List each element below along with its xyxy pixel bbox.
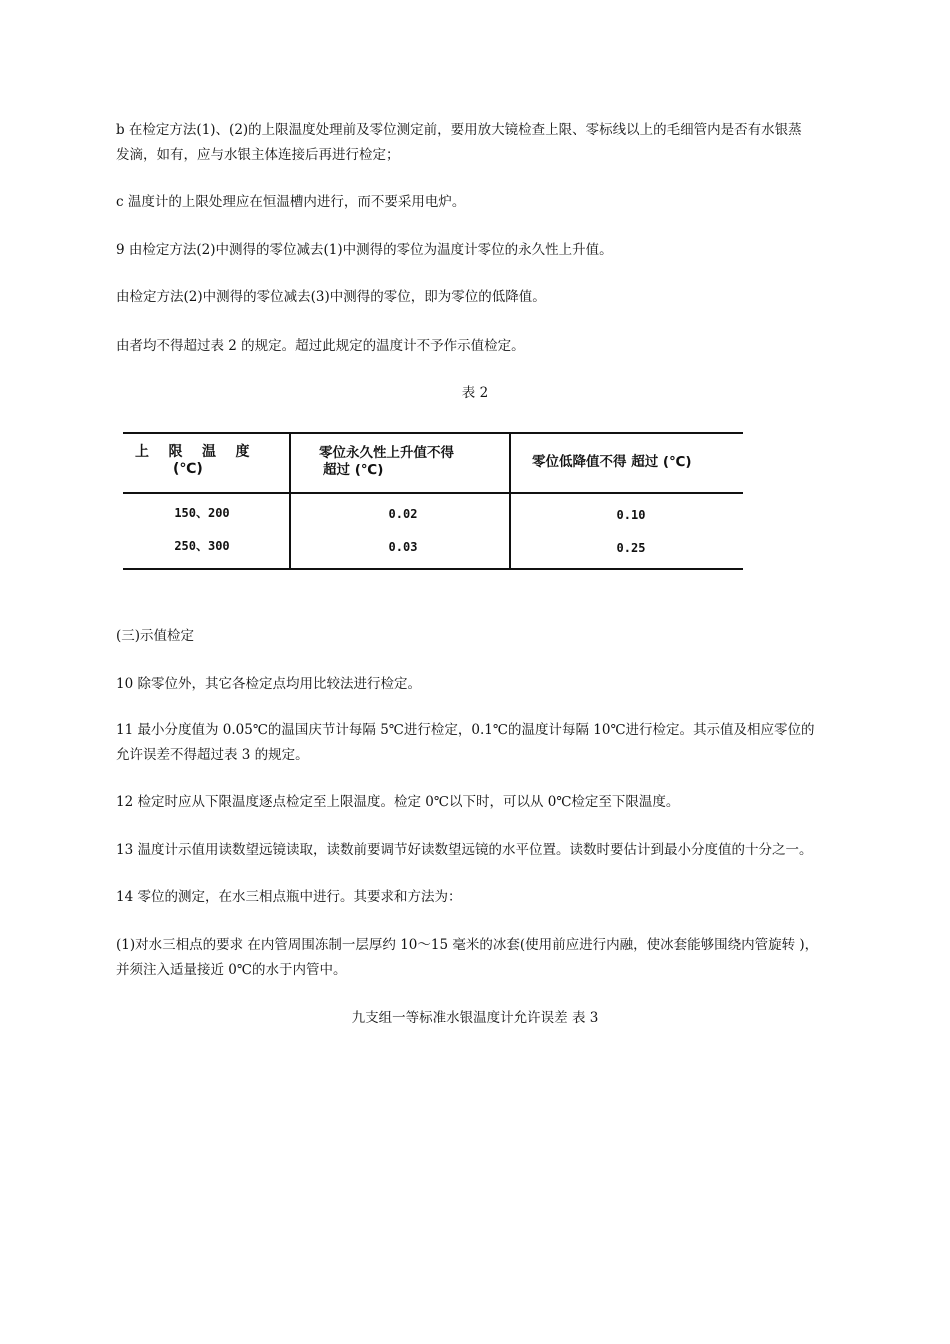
header-permanent-rise: 零位永久性上升值不得	[319, 445, 454, 461]
cell-temp-row1: 150、200	[174, 506, 230, 520]
paragraph-9c: 由者均不得超过表 2 的规定。超过此规定的温度计不予作示值检定。	[116, 338, 525, 354]
paragraph-10: 10 除零位外，其它各检定点均用比较法进行检定。	[116, 676, 421, 692]
paragraph-11-line1: 11 最小分度值为 0.05℃的温国庆节计每隔 5℃进行检定，0.1℃的温度计每隔 10℃进行检定。其示值及相应零位的	[116, 722, 815, 738]
paragraph-14-1-line2: 并须注入适量接近 0℃的水于内管中。	[116, 962, 347, 978]
table2-caption: 表 2	[461, 385, 489, 401]
paragraph-14: 14 零位的测定，在水三相点瓶中进行。其要求和方法为：	[116, 889, 462, 905]
cell-drop-row2: 0.25	[616, 541, 646, 555]
table-divider	[289, 434, 291, 568]
header-zero-drop: 零位低降值不得 超过 (℃)	[532, 454, 692, 470]
paragraph-c: c 温度计的上限处理应在恒温槽内进行，而不要采用电炉。	[116, 194, 466, 210]
header-permanent-rise-unit: 超过 (℃)	[323, 462, 384, 478]
paragraph-13: 13 温度计示值用读数望远镜读取，读数前要调节好读数望远镜的水平位置。读数时要估计到最小分度值的十分之一。	[116, 842, 813, 858]
table3-caption: 九支组一等标准水银温度计允许误差 表 3	[351, 1010, 599, 1026]
table-header-rule	[123, 492, 743, 494]
paragraph-9b: 由检定方法(2)中测得的零位减去(3)中测得的零位，即为零位的低降值。	[116, 289, 546, 305]
paragraph-b-line2: 发滴，如有，应与水银主体连接后再进行检定；	[116, 147, 400, 163]
cell-drop-row1: 0.10	[616, 508, 646, 522]
cell-rise-row2: 0.03	[388, 540, 418, 554]
paragraph-14-1-line1: (1)对水三相点的要求 在内管周围冻制一层厚约 10～15 毫米的冰套(使用前应进行内融，使冰套能够围绕内管旋转 )，	[116, 937, 819, 953]
cell-rise-row1: 0.02	[388, 507, 418, 521]
section-heading: (三)示值检定	[116, 628, 195, 644]
table-2	[123, 432, 743, 570]
header-upper-limit-unit: (℃)	[173, 461, 203, 477]
paragraph-b-line1: b 在检定方法(1)、(2)的上限温度处理前及零位测定前，要用放大镜检查上限、零标线以上的毛细管内是否有水银蒸	[116, 122, 802, 138]
paragraph-11-line2: 允许误差不得超过表 3 的规定。	[116, 747, 309, 763]
cell-temp-row2: 250、300	[174, 539, 230, 553]
table-divider	[509, 434, 511, 568]
paragraph-9: 9 由检定方法(2)中测得的零位减去(1)中测得的零位为温度计零位的永久性上升值。	[116, 242, 613, 258]
paragraph-12: 12 检定时应从下限温度逐点检定至上限温度。检定 0℃以下时，可以从 0℃检定至下限温度。	[116, 794, 680, 810]
header-upper-limit-temp: 上 限 温 度	[135, 444, 250, 460]
